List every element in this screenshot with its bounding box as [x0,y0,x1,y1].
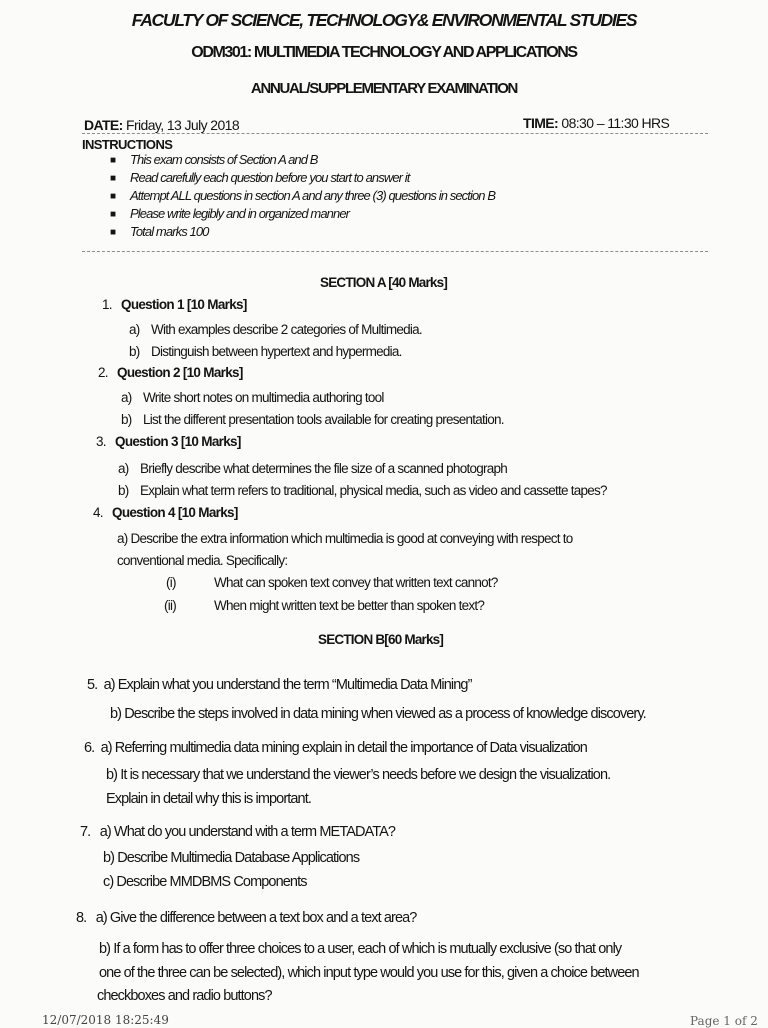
time-label: TIME: [523,115,559,131]
question-2a [121,390,384,405]
question-number: 3. [96,434,106,449]
divider-top [82,133,708,134]
question-1b [129,344,402,359]
time-value: 08:30 – 11:30 HRS [558,115,670,131]
question-8b-line2: one of the three can be selected), which input type would you use for this, given a choice between [99,965,639,981]
subpart-label: (ii) [164,598,176,613]
question-4a-line1: a) Describe the extra information which multimedia is good at conveying with respect to [117,531,573,546]
section-b-title: SECTION B[60 Marks] [318,632,444,647]
question-number: 6. [84,740,95,756]
instruction-text: Read carefully each question before you start to answer it [130,170,410,185]
bullet-icon: ■ [110,209,116,220]
question-6b-line2: Explain in detail why this is important. [106,791,311,807]
instruction-text: This exam consists of Section A and B [130,152,318,167]
page-number: Page 1 of 2 [690,1014,758,1028]
question-2b [121,412,504,427]
question-1-heading [102,297,247,312]
question-3a [118,461,507,476]
course-title: ODM301: MULTIMEDIA TECHNOLOGY AND APPLICATIONS [191,44,577,61]
part-label: a) [118,461,129,476]
question-7b: b) Describe Multimedia Database Applications [103,850,360,866]
question-3-heading [96,434,241,449]
bullet-icon: ■ [110,173,116,184]
subpart-label: (i) [166,575,176,590]
question-number: 7. [80,824,91,840]
part-label: a) [129,322,140,337]
faculty-title: FACULTY OF SCIENCE, TECHNOLOGY& ENVIRONMENTAL STUDIES [131,10,637,30]
part-text: List the different presentation tools available for creating presentation. [143,412,504,427]
print-timestamp: 12/07/2018 18:25:49 [42,1013,169,1027]
part-text: Explain what term refers to traditional, physical media, such as video and cassette tapes? [140,483,607,498]
question-number: 2. [98,365,108,380]
instruction-text: Total marks 100 [130,224,209,239]
question-4a-line2: conventional media. Specifically: [117,553,288,568]
question-4-heading [93,505,238,520]
question-1a [129,322,422,337]
exam-title: ANNUAL/SUPPLEMENTARY EXAMINATION [250,80,518,97]
question-8b-line1: b) If a form has to offer three choices to a user, each of which is mutually exclusive (so that only [99,941,622,957]
instruction-item [110,224,495,242]
question-6b-line1: b) It is necessary that we understand the viewer’s needs before we design the visualization. [106,767,611,783]
question-number: 5. [87,677,98,693]
question-6a [84,740,587,756]
question-4a-i [166,575,498,590]
part-text: a) Referring multimedia data mining explain in detail the importance of Data visualization [100,740,587,756]
question-title: Question 4 [10 Marks] [112,505,238,520]
instruction-item [110,170,495,188]
date-value: Friday, 13 July 2018 [122,117,240,133]
divider-instructions [82,251,708,252]
instruction-text: Attempt ALL questions in section A and any three (3) questions in section B [130,188,496,203]
question-8b-line3: checkboxes and radio buttons? [97,988,272,1004]
question-title: Question 3 [10 Marks] [115,434,241,449]
part-label: b) [121,412,132,427]
part-text: a) Give the difference between a text box and a text area? [95,910,417,926]
question-title: Question 1 [10 Marks] [121,297,247,312]
exam-date [84,117,239,133]
section-a-title: SECTION A [40 Marks] [320,275,448,290]
bullet-icon: ■ [110,155,116,166]
part-label: b) [129,344,140,359]
bullet-icon: ■ [110,191,116,202]
question-3b [118,483,607,498]
instruction-text: Please write legibly and in organized manner [130,206,350,221]
question-number: 4. [93,505,103,520]
instruction-item [110,206,495,224]
part-text: With examples describe 2 categories of Multimedia. [151,322,422,337]
exam-time [523,115,669,131]
question-number: 8. [76,910,87,926]
bullet-icon: ■ [110,227,116,238]
question-title: Question 2 [10 Marks] [117,365,243,380]
part-text: a) Explain what you understand the term “Multimedia Data Mining” [103,677,472,693]
question-4a-ii [164,598,484,613]
part-text: Briefly describe what determines the file size of a scanned photograph [140,461,507,476]
instruction-item [110,188,495,206]
part-text: Write short notes on multimedia authoring tool [143,390,384,405]
part-text: Distinguish between hypertext and hypermedia. [151,344,402,359]
question-5b: b) Describe the steps involved in data mining when viewed as a process of knowledge discovery. [110,706,646,722]
question-7a [80,824,395,840]
part-label: b) [118,483,129,498]
question-7c: c) Describe MMDBMS Components [103,874,307,890]
date-label: DATE: [84,117,123,133]
question-5a [87,677,472,693]
subpart-text: What can spoken text convey that written text cannot? [214,575,498,590]
question-2-heading [98,365,243,380]
question-8a [76,910,416,926]
instructions-title: INSTRUCTIONS [82,137,173,152]
question-number: 1. [102,297,112,312]
subpart-text: When might written text be better than spoken text? [214,598,485,613]
instruction-item [110,152,495,170]
part-text: a) What do you understand with a term METADATA? [99,824,396,840]
instructions-list [110,152,495,242]
part-label: a) [121,390,132,405]
